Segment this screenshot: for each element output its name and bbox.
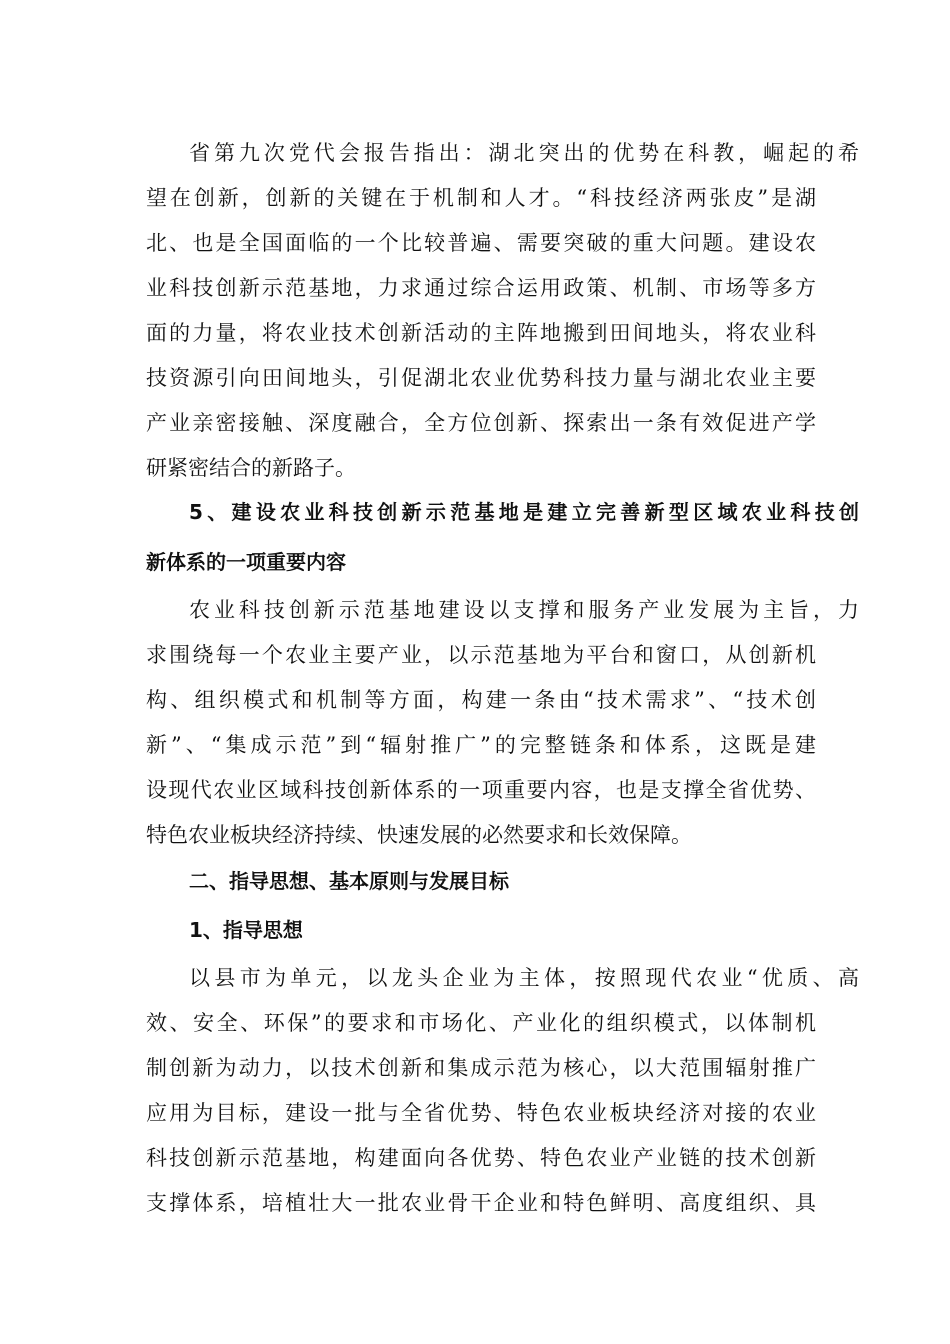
body-text-line: 技资源引向田间地头，引促湖北农业优势科技力量与湖北农业主要 — [146, 366, 816, 390]
chapter-heading: 二、指导思想、基本原则与发展目标 — [189, 869, 509, 893]
body-text-line: 业科技创新示范基地，力求通过综合运用政策、机制、市场等多方 — [146, 276, 816, 300]
body-text-line: 研紧密结合的新路子。 — [146, 456, 356, 480]
section-heading: 5、建设农业科技创新示范基地是建立完善新型区域农业科技创 — [189, 500, 859, 524]
body-text-line: 制创新为动力，以技术创新和集成示范为核心，以大范围辐射推广 — [146, 1056, 816, 1080]
body-text-line: 新”、“集成示范”到“辐射推广”的完整链条和体系，这既是建 — [146, 733, 816, 757]
body-text-line: 农业科技创新示范基地建设以支撑和服务产业发展为主旨，力 — [189, 598, 859, 622]
body-text-line: 科技创新示范基地，构建面向各优势、特色农业产业链的技术创新 — [146, 1146, 816, 1170]
body-text-line: 求围绕每一个农业主要产业，以示范基地为平台和窗口，从创新机 — [146, 643, 816, 667]
section-heading: 新体系的一项重要内容 — [146, 550, 346, 574]
body-text-line: 产业亲密接触、深度融合，全方位创新、探索出一条有效促进产学 — [146, 411, 816, 435]
body-text-line: 面的力量，将农业技术创新活动的主阵地搬到田间地头，将农业科 — [146, 321, 816, 345]
subsection-heading: 1、指导思想 — [189, 918, 303, 942]
body-text-line: 设现代农业区域科技创新体系的一项重要内容，也是支撑全省优势、 — [146, 778, 816, 802]
body-text-line: 特色农业板块经济持续、快速发展的必然要求和长效保障。 — [146, 823, 692, 847]
body-text-line: 北、也是全国面临的一个比较普遍、需要突破的重大问题。建设农 — [146, 231, 816, 255]
body-text-line: 应用为目标，建设一批与全省优势、特色农业板块经济对接的农业 — [146, 1101, 816, 1125]
body-text-line: 效、安全、环保”的要求和市场化、产业化的组织模式，以体制机 — [146, 1011, 816, 1035]
body-text-line: 构、组织模式和机制等方面，构建一条由“技术需求”、“技术创 — [146, 688, 816, 712]
body-text-line: 支撑体系，培植壮大一批农业骨干企业和特色鲜明、高度组织、具 — [146, 1191, 816, 1215]
body-text-line: 省第九次党代会报告指出：湖北突出的优势在科教，崛起的希 — [189, 141, 859, 165]
body-text-line: 以县市为单元，以龙头企业为主体，按照现代农业“优质、高 — [189, 966, 859, 990]
body-text-line: 望在创新，创新的关键在于机制和人才。“科技经济两张皮”是湖 — [146, 186, 816, 210]
